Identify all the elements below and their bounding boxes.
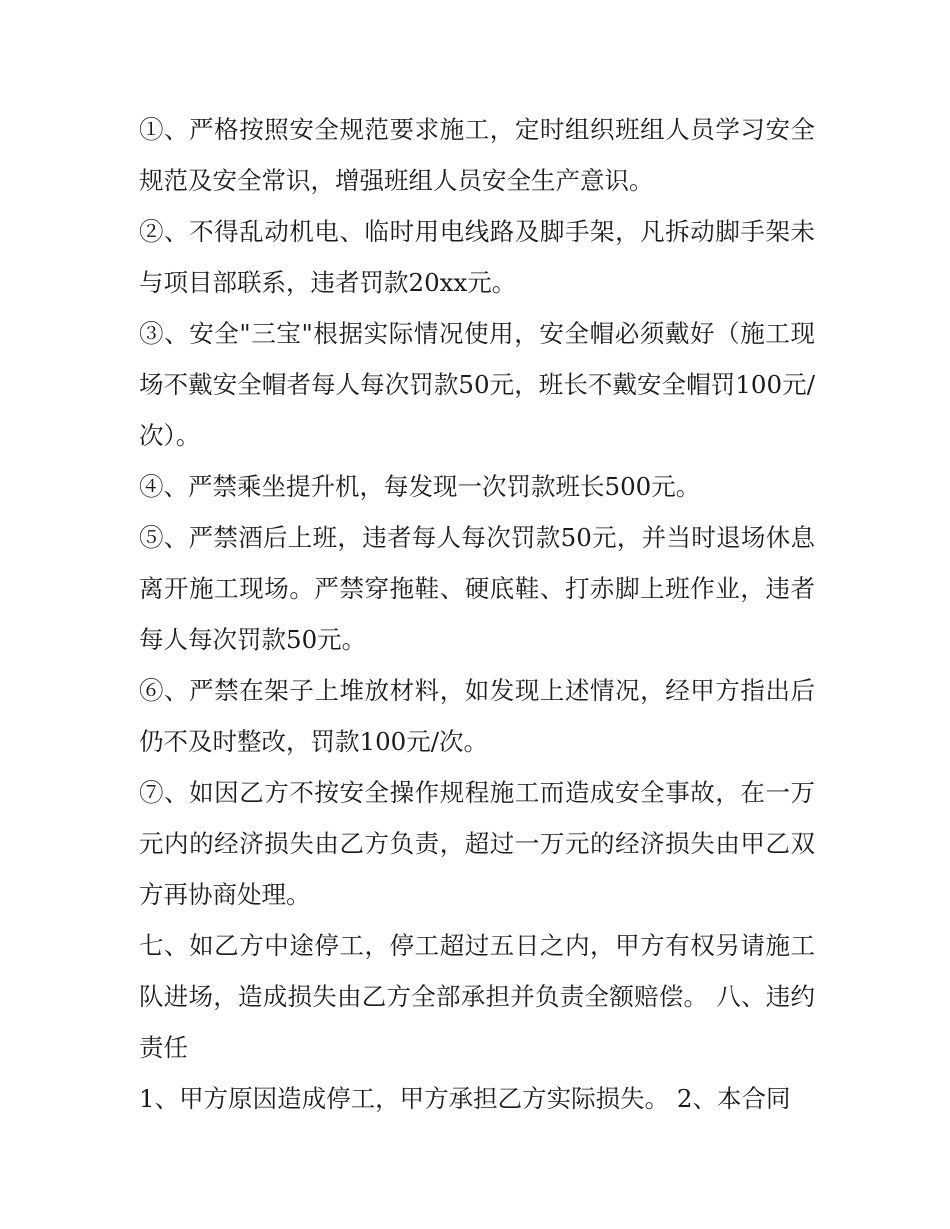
rule-item-4: ④、严禁乘坐提升机，每发现一次罚款班长500元。 bbox=[139, 472, 701, 501]
rule-item-2: ②、不得乱动机电、临时用电线路及脚手架，凡拆动脚手架未与项目部联系，违者罚款20xx元。 bbox=[139, 217, 815, 297]
section-7-work-stoppage: 七、如乙方中途停工，停工超过五日之内，甲方有权另请施工队进场，造成损失由乙方全部承担并负责全额赔偿。 八、违约责任 bbox=[139, 931, 815, 1062]
breach-liability-clause: 1、甲方原因造成停工，甲方承担乙方实际损失。 2、本合同 bbox=[139, 1084, 791, 1113]
rule-item-5: ⑤、严禁酒后上班，违者每人每次罚款50元，并当时退场休息离开施工现场。严禁穿拖鞋、硬底鞋、打赤脚上班作业，违者每人每次罚款50元。 bbox=[139, 523, 815, 654]
rule-item-7: ⑦、如因乙方不按安全操作规程施工而造成安全事故，在一万元内的经济损失由乙方负责，超过一万元的经济损失由甲乙双方再协商处理。 bbox=[139, 778, 815, 909]
rule-item-1: ①、严格按照安全规范要求施工，定时组织班组人员学习安全规范及安全常识，增强班组人员安全生产意识。 bbox=[139, 115, 815, 195]
document-body bbox=[139, 104, 815, 1124]
rule-item-6: ⑥、严禁在架子上堆放材料，如发现上述情况，经甲方指出后仍不及时整改，罚款100元/次。 bbox=[139, 676, 815, 756]
rule-item-3: ③、安全"三宝"根据实际情况使用，安全帽必须戴好（施工现场不戴安全帽者每人每次罚款50元，班长不戴安全帽罚100元/次）。 bbox=[139, 319, 815, 450]
